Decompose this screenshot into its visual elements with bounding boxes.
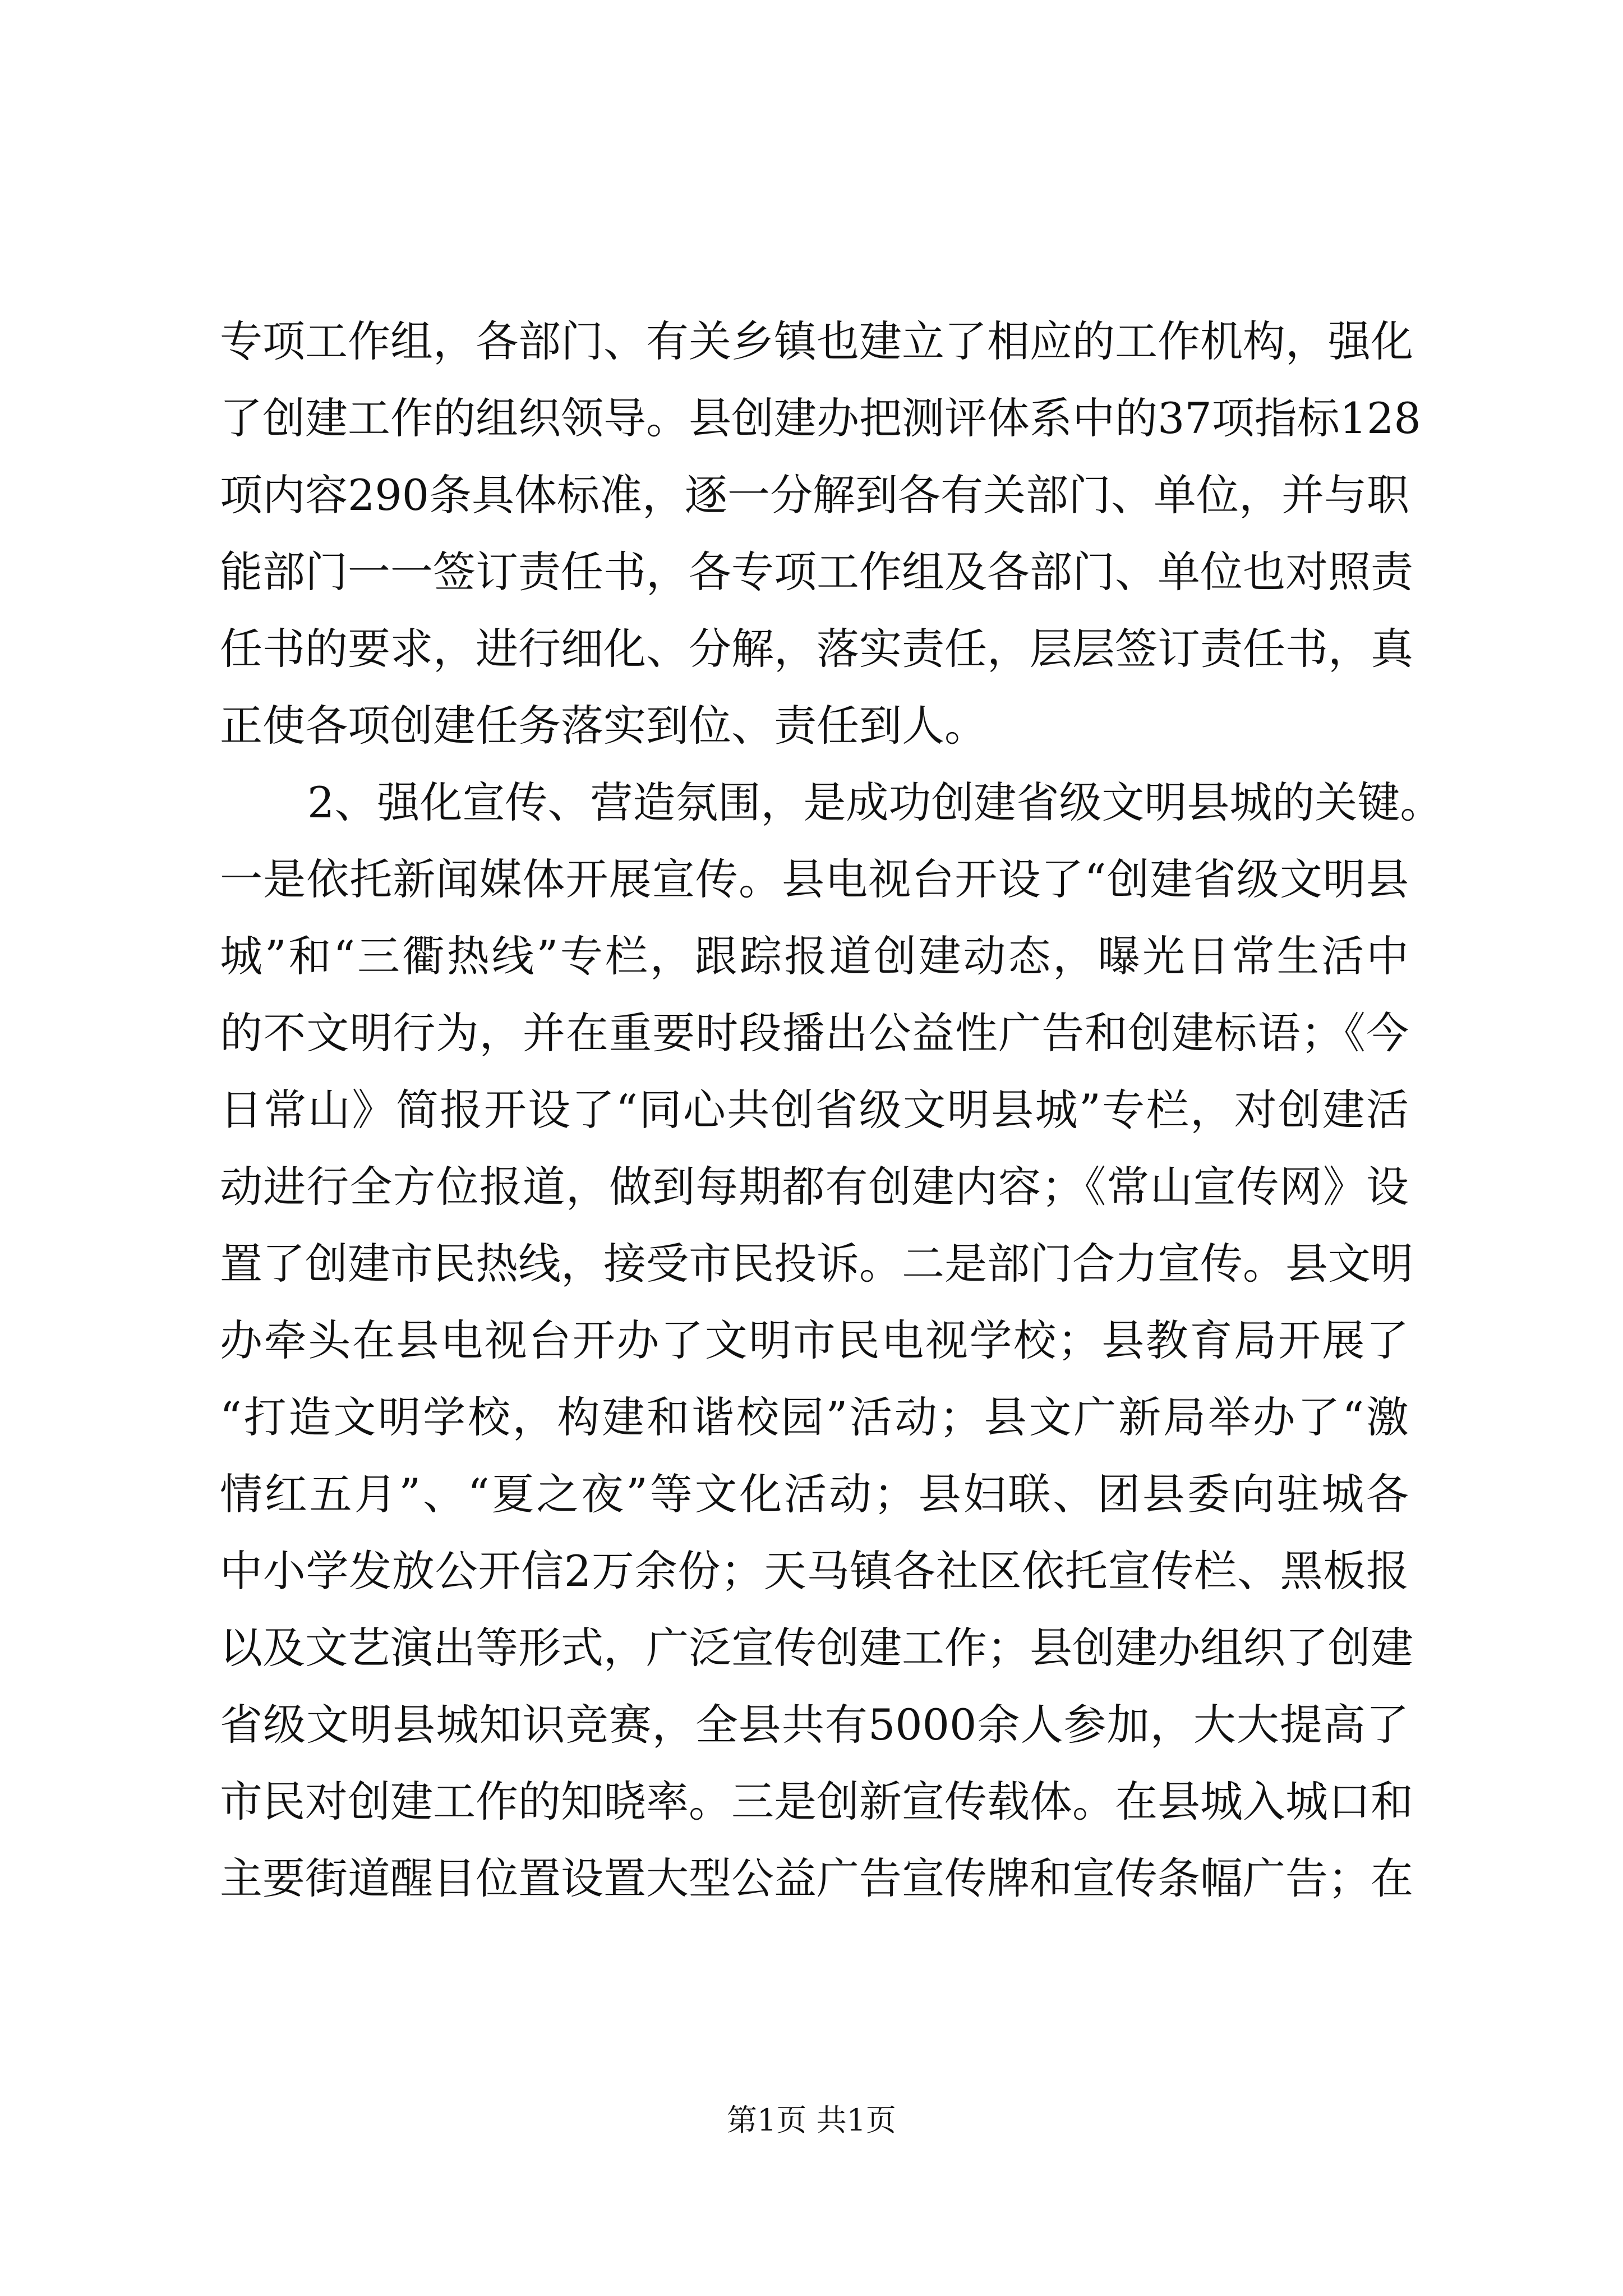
text-line: 一是依托新闻媒体开展宣传。县电视台开设了“创建省级文明县 <box>220 854 1409 904</box>
text-line: 任书的要求，进行细化、分解，落实责任，层层签订责任书，真 <box>220 624 1413 674</box>
text-line: 办牵头在县电视台开办了文明市民电视学校；县教育局开展了 <box>220 1315 1409 1365</box>
text-line: 能部门一一签订责任书，各专项工作组及各部门、单位也对照责 <box>220 547 1413 597</box>
document-body <box>220 303 1443 1917</box>
text-line: 项内容290条具体标准，逐一分解到各有关部门、单位，并与职 <box>220 470 1410 520</box>
paragraph-first-line: 2、强化宣传、营造氛围，是成功创建省级文明县城的关键。 <box>307 777 1443 827</box>
page-number-footer: 第1页 共1页 <box>727 2102 896 2138</box>
text-line: 了创建工作的组织领导。县创建办把测评体系中的37项指标128 <box>220 393 1421 443</box>
text-line: 日常山》简报开设了“同心共创省级文明县城”专栏，对创建活 <box>220 1085 1409 1135</box>
text-line: 的不文明行为，并在重要时段播出公益性广告和创建标语；《今 <box>220 1008 1409 1058</box>
text-line: 中小学发放公开信2万余份；天马镇各社区依托宣传栏、黑板报 <box>220 1546 1409 1596</box>
text-line: “打造文明学校，构建和谐校园”活动；县文广新局举办了“激 <box>220 1392 1409 1442</box>
text-line: 城”和“三衢热线”专栏，跟踪报道创建动态，曝光日常生活中 <box>220 931 1409 981</box>
text-line: 置了创建市民热线，接受市民投诉。二是部门合力宣传。县文明 <box>220 1239 1413 1289</box>
text-line: 专项工作组，各部门、有关乡镇也建立了相应的工作机构，强化 <box>220 316 1413 366</box>
text-line: 市民对创建工作的知晓率。三是创新宣传载体。在县城入城口和 <box>220 1777 1413 1826</box>
text-line: 正使各项创建任务落实到位、责任到人。 <box>220 701 987 751</box>
text-line: 情红五月”、“夏之夜”等文化活动；县妇联、团县委向驻城各 <box>220 1469 1409 1519</box>
text-line: 动进行全方位报道，做到每期都有创建内容；《常山宣传网》设 <box>220 1162 1409 1212</box>
text-line: 省级文明县城知识竞赛，全县共有5000余人参加，大大提高了 <box>220 1700 1409 1750</box>
text-line: 主要街道醒目位置设置大型公益广告宣传牌和宣传条幅广告；在 <box>220 1853 1413 1903</box>
text-line: 以及文艺演出等形式，广泛宣传创建工作；县创建办组织了创建 <box>220 1623 1413 1673</box>
